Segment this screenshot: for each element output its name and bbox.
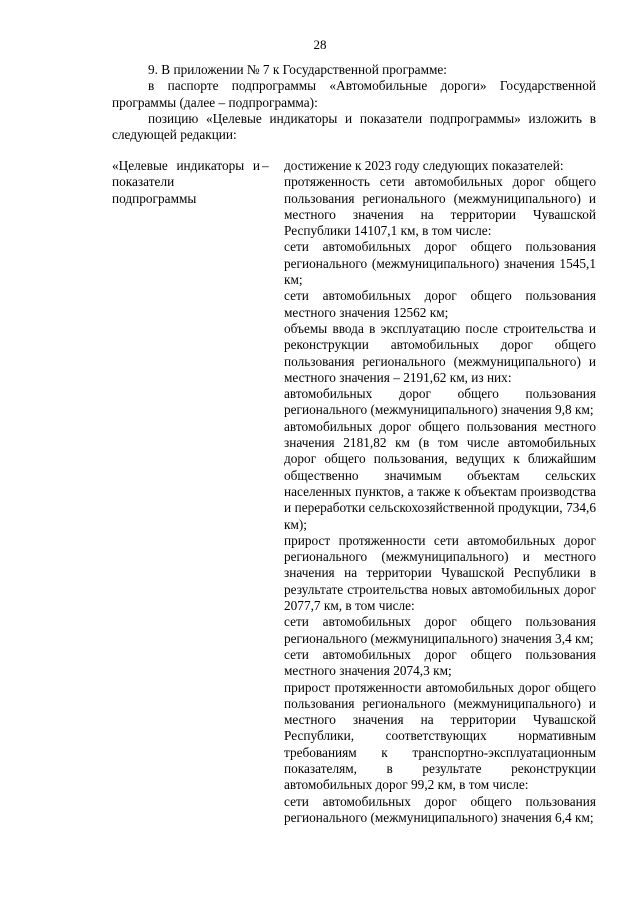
intro-paragraph-1: 9. В приложении № 7 к Государственной программе: — [148, 62, 448, 77]
indicator-paragraph-11: прирост протяженности автомобильных дорог общего пользования регионального (межмуниципального) и местного значения на территории Чувашской Республики, соответствующих нормативным требованиям к транспортно-эксплуатационным показателям, в результате реконструкции автомобильных дорог 99,2 км, в том числе: — [284, 679, 596, 793]
indicator-paragraph-1: достижение к 2023 году следующих показателей: — [284, 158, 564, 173]
indicator-paragraph-8: прирост протяженности сети автомобильных дорог регионального (межмуниципального) и местного значения на территории Чувашской Республики в результате строительства новых автомобильных дорог 2077,7 км, в том числе: — [284, 532, 596, 614]
intro-paragraph-2: в паспорте подпрограммы «Автомобильные дороги» Государственной программы (далее – подпрограмма): — [112, 78, 596, 110]
indicator-paragraph-12: сети автомобильных дорог общего пользования регионального (межмуниципального) значения 6,4 км; — [284, 793, 596, 825]
indicator-paragraph-3: сети автомобильных дорог общего пользования регионального (межмуниципального) значения 1545,1 км; — [284, 239, 596, 288]
indicators-label: «Целевые индикаторы и показатели подпрограммы — [112, 158, 260, 206]
page-number: 28 — [313, 37, 327, 52]
indicator-paragraph-10: сети автомобильных дорог общего пользования местного значения 2074,3 км; — [284, 646, 596, 679]
indicator-paragraph-6: автомобильных дорог общего пользования регионального (межмуниципального) значения 9,8 км; — [284, 386, 596, 418]
table-label-cell — [112, 158, 278, 207]
intro-paragraph-3: позицию «Целевые индикаторы и показатели подпрограммы» изложить в следующей редакции: — [112, 110, 596, 143]
table-value-cell — [284, 158, 596, 826]
indicator-paragraph-5: объемы ввода в эксплуатацию после строительства и реконструкции автомобильных дорог общего пользования регионального (межмуниципального) и местного значения – 2191,62 км, из них: — [284, 320, 596, 385]
indicator-paragraph-4: сети автомобильных дорог общего пользования местного значения 12562 км; — [284, 288, 596, 320]
intro-section — [112, 62, 596, 143]
indicator-paragraph-7: автомобильных дорог общего пользования местного значения 2181,82 км (в том числе автомобильных дорог общего пользования, ведущих к ближайшим общественно значимым объектам сельских населенных пунктов, а также к объектам производства и переработки сельскохозяйственной продукции, 734,6 км); — [284, 418, 596, 532]
indicator-paragraph-9: сети автомобильных дорог общего пользования регионального (межмуниципального) значения 3,4 км; — [284, 614, 596, 646]
indicator-paragraph-2: протяженность сети автомобильных дорог общего пользования регионального (межмуниципального) и местного значения на территории Чувашской Республики 14107,1 км, в том числе: — [284, 174, 596, 239]
table-dash: – — [262, 158, 269, 173]
